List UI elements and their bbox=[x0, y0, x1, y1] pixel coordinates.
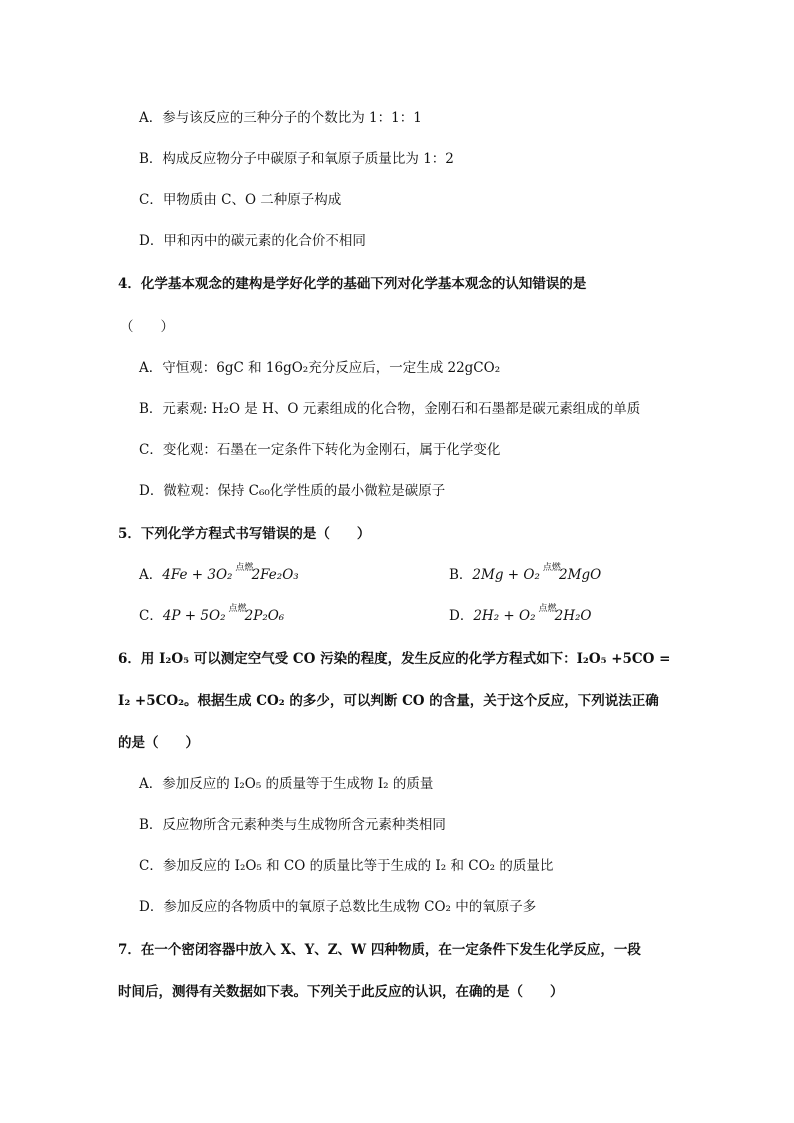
q6-option-b: B．反应物所含元素种类与生成物所含元素种类相同 bbox=[139, 817, 446, 833]
q5-option-d: D．2H₂ + O₂ 点燃 2H₂O bbox=[449, 604, 592, 624]
q6-option-a: A．参加反应的 I₂O₅ 的质量等于生成物 I₂ 的质量 bbox=[139, 776, 434, 792]
q4-answer-blank: （ ） bbox=[120, 319, 174, 335]
q4-option-c: C．变化观：石墨在一定条件下转化为金刚石，属于化学变化 bbox=[139, 442, 501, 458]
q5-option-b: B．2Mg + O₂ 点燃 2MgO bbox=[449, 563, 602, 583]
q4-option-a: A．守恒观：6gC 和 16gO₂充分反应后，一定生成 22gCO₂ bbox=[139, 360, 501, 376]
q3-option-b: B．构成反应物分子中碳原子和氧原子质量比为 1：2 bbox=[139, 151, 454, 167]
q3-option-d: D．甲和丙中的碳元素的化合价不相同 bbox=[139, 233, 366, 249]
q6-stem-line-1: 6．用 I₂O₅ 可以测定空气受 CO 污染的程度，发生反应的化学方程式如下：I₂O₅ +5CO = bbox=[118, 651, 671, 667]
condition-arrow: 点燃 bbox=[538, 604, 557, 614]
condition-arrow: 点燃 bbox=[228, 604, 247, 614]
q6-stem-line-3: 的是（ ） bbox=[118, 735, 199, 751]
q4-stem: 4．化学基本观念的建构是学好化学的基础下列对化学基本观念的认知错误的是 bbox=[118, 276, 587, 292]
q4-option-d: D．微粒观：保持 C₆₀化学性质的最小微粒是碳原子 bbox=[139, 483, 446, 499]
q6-option-c: C．参加反应的 I₂O₅ 和 CO 的质量比等于生成的 I₂ 和 CO₂ 的质量比 bbox=[139, 858, 554, 874]
q3-option-c: C．甲物质由 C、O 二种原子构成 bbox=[139, 192, 342, 208]
q5-option-c: C．4P + 5O₂ 点燃 2P₂O₆ bbox=[139, 604, 285, 624]
q6-option-d: D．参加反应的各物质中的氧原子总数比生成物 CO₂ 中的氧原子多 bbox=[139, 899, 537, 915]
q5-stem: 5．下列化学方程式书写错误的是（ ） bbox=[118, 526, 371, 542]
q5-option-a: A．4Fe + 3O₂ 点燃 2Fe₂O₃ bbox=[139, 563, 299, 583]
q6-stem-line-2: I₂ +5CO₂。根据生成 CO₂ 的多少，可以判断 CO 的含量，关于这个反应，下列说法正确 bbox=[118, 693, 659, 709]
condition-arrow: 点燃 bbox=[235, 563, 254, 573]
q3-option-a: A．参与该反应的三种分子的个数比为 1：1：1 bbox=[139, 110, 422, 126]
q7-stem-line-2: 时间后，测得有关数据如下表。下列关于此反应的认识，在确的是（ ） bbox=[118, 984, 564, 1000]
q4-option-b: B．元素观: H₂O 是 H、O 元素组成的化合物，金刚石和石墨都是碳元素组成的单质 bbox=[139, 401, 641, 417]
q7-stem-line-1: 7．在一个密闭容器中放入 X、Y、Z、W 四种物质，在一定条件下发生化学反应，一段 bbox=[118, 942, 641, 958]
condition-arrow: 点燃 bbox=[542, 563, 561, 573]
